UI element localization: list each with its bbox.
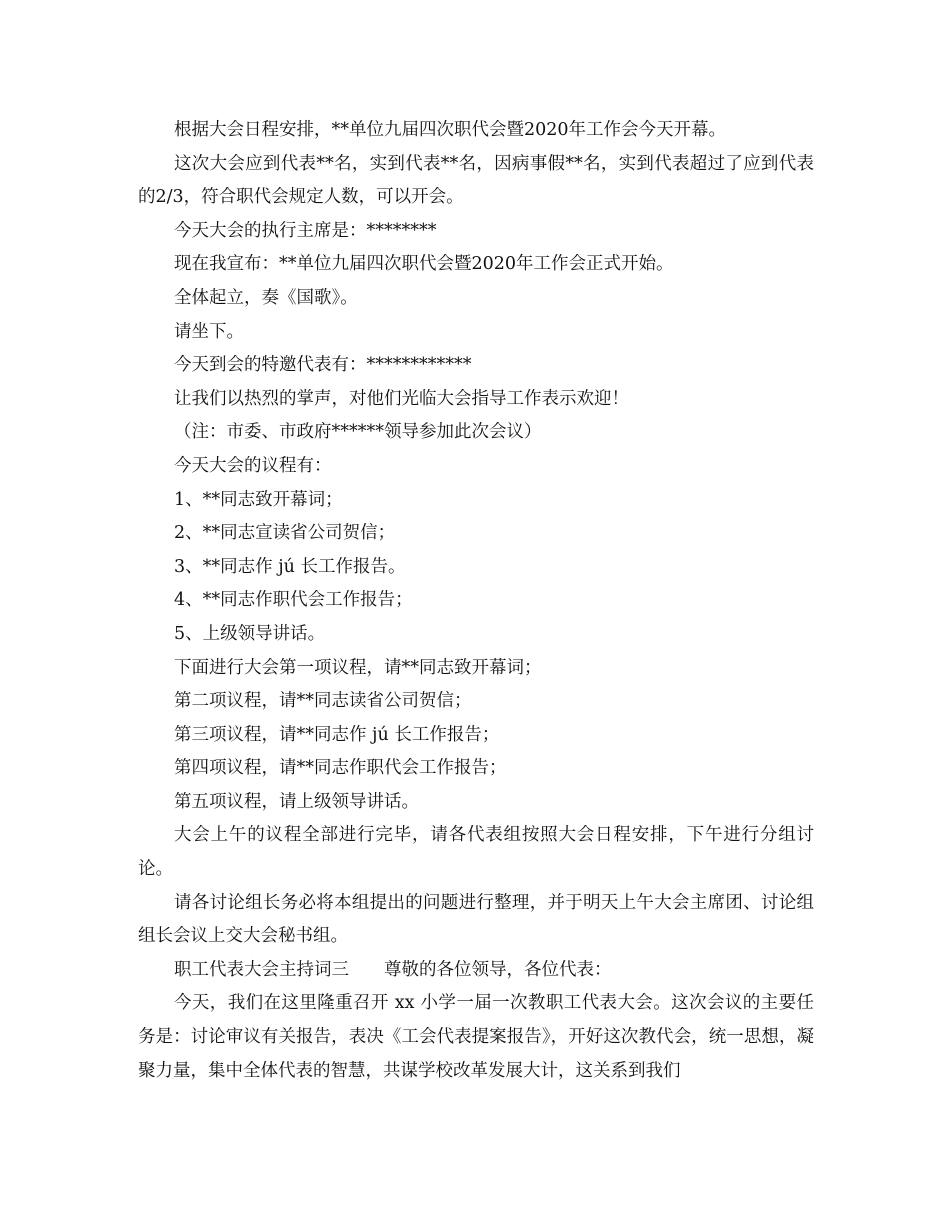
- paragraph-10: 今天大会的议程有：: [174, 455, 332, 476]
- paragraph-1: 根据大会日程安排，**单位九届四次职代会暨2020年工作会今天开幕。: [174, 120, 727, 140]
- agenda-item-3: 3、**同志作 jú 长工作报告。: [174, 556, 406, 577]
- paragraph-8: 让我们以热烈的掌声，对他们光临大会指导工作表示欢迎！: [174, 388, 629, 409]
- agenda-item-1: 1、**同志致开幕词；: [174, 489, 343, 510]
- paragraph-7: 今天到会的特邀代表有：************: [174, 355, 472, 376]
- paragraph-9: （注：市委、市政府******领导参加此次会议）: [174, 422, 542, 443]
- paragraph-6: 请坐下。: [174, 321, 244, 342]
- paragraph-4: 现在我宣布：**单位九届四次职代会暨2020年工作会正式开始。: [174, 254, 674, 275]
- paragraph-16: 下面进行大会第一项议程，请**同志致开幕词；: [174, 657, 542, 678]
- paragraph-21: 大会上午的议程全部进行完毕，请各代表组按照大会日程安排，下午进行分组讨论。: [138, 825, 814, 880]
- paragraph-2: 这次大会应到代表**名，实到代表**名，因病事假**名，实到代表超过了应到代表的2/3，符合职代会规定人数，可以开会。: [138, 153, 814, 208]
- paragraph-20: 第五项议程，请上级领导讲话。: [174, 791, 419, 812]
- agenda-item-5: 5、上级领导讲话。: [174, 623, 326, 644]
- paragraph-5: 全体起立，奏《国歌》。: [174, 287, 358, 308]
- paragraph-23: 职工代表大会主持词三 尊敬的各位领导，各位代表：: [174, 959, 612, 980]
- agenda-item-4: 4、**同志作职代会工作报告；: [174, 590, 413, 611]
- paragraph-17: 第二项议程，请**同志读省公司贺信；: [174, 691, 472, 712]
- paragraph-19: 第四项议程，请**同志作职代会工作报告；: [174, 758, 507, 779]
- document-body: [138, 114, 814, 1088]
- paragraph-3: 今天大会的执行主席是：********: [174, 220, 437, 241]
- agenda-item-2: 2、**同志宣读省公司贺信；: [174, 523, 396, 544]
- paragraph-24: 今天，我们在这里隆重召开 xx 小学一届一次教职工代表大会。这次会议的主要任务是：讨论审议有关报告，表决《工会代表提案报告》，开好这次教代会，统一思想，凝聚力量，集中全体代表的智慧，共谋学校改革发展大计，这关系到我们: [138, 993, 814, 1081]
- paragraph-22: 请各讨论组长务必将本组提出的问题进行整理，并于明天上午大会主席团、讨论组组长会议上交大会秘书组。: [138, 892, 814, 947]
- paragraph-18: 第三项议程，请**同志作 jú 长工作报告；: [174, 724, 500, 745]
